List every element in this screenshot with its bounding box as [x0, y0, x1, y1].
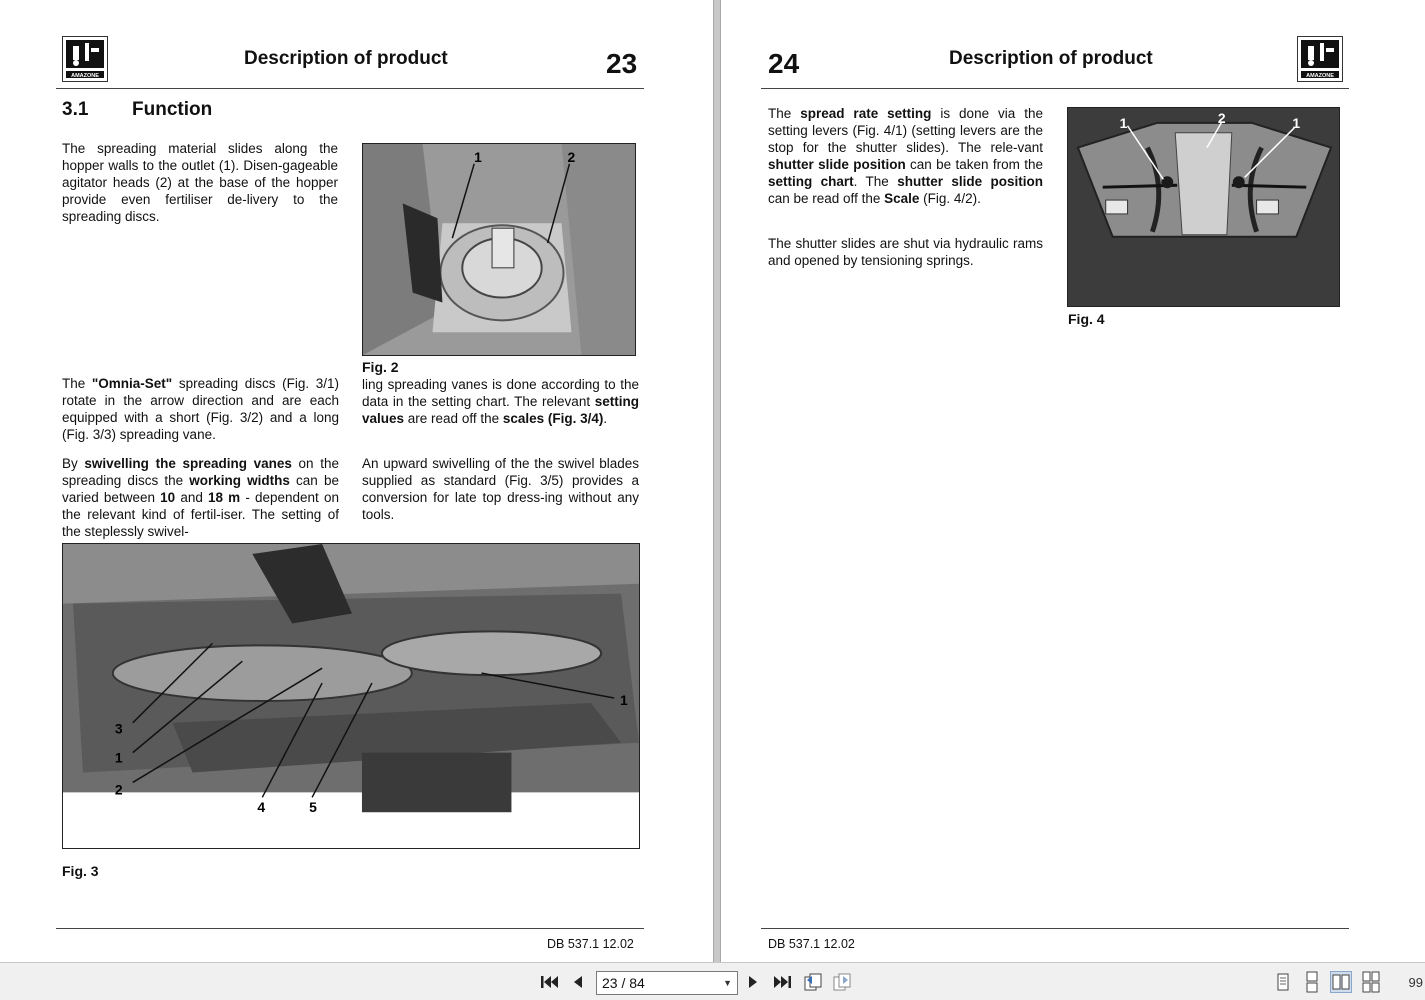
fig3-callout-1-left: 1 — [114, 749, 123, 766]
paragraph-shutter-slides: The shutter slides are shut via hydraulic rams and opened by tensioning springs. — [768, 236, 1043, 268]
fig3-callout-3: 3 — [114, 720, 123, 737]
fig3-callout-5: 5 — [309, 799, 317, 816]
svg-text:AMAZONE: AMAZONE — [1306, 73, 1334, 79]
page-number-field[interactable] — [596, 971, 738, 995]
figure-3-photo — [62, 543, 640, 849]
figure-4-photo — [1067, 107, 1340, 307]
two-page-continuous-view-icon[interactable] — [1360, 971, 1382, 993]
footer-rule — [761, 928, 1349, 929]
paragraph-omnia-set: The "Omnia-Set" spreading discs (Fig. 3/1) rotate in the arrow direction and are each equipped with a short (Fig. 3/2) and a long (Fig. 3/3) spreading vane. — [62, 376, 339, 442]
page-23 — [0, 0, 713, 962]
two-page-view-icon[interactable] — [1330, 971, 1352, 993]
section-number: 3.1 — [62, 99, 89, 120]
previous-page-icon[interactable] — [566, 970, 590, 994]
page-gutter — [713, 0, 721, 962]
fig3-callout-2: 2 — [114, 781, 123, 798]
single-page-view-icon[interactable] — [1272, 971, 1294, 993]
document-code: DB 537.1 12.02 — [768, 937, 855, 951]
go-forward-icon[interactable] — [830, 970, 854, 994]
continuous-view-icon[interactable] — [1301, 971, 1323, 993]
fig3-callout-4: 4 — [257, 799, 266, 816]
last-page-icon[interactable] — [770, 970, 794, 994]
amazone-logo — [1297, 36, 1343, 82]
paragraph-swivel-blades: An upward swivelling of the the swivel blades supplied as standard (Fig. 3/5) provides a conversion for late top dress-ing without any tools. — [362, 456, 639, 522]
figure-2-photo — [362, 143, 636, 356]
fig4-callout-1-right: 1 — [1292, 114, 1301, 131]
fig4-callout-2: 2 — [1217, 109, 1226, 126]
fig2-callout-2: 2 — [567, 148, 576, 165]
header-rule — [761, 88, 1349, 89]
page-number: 23 — [606, 48, 638, 79]
chevron-down-icon[interactable]: ▼ — [723, 978, 732, 988]
paragraph-setting-chart: ling spreading vanes is done according to the data in the setting chart. The relevant setting values are read off the scales (Fig. 3/4). — [362, 377, 639, 426]
fig4-callout-1-left: 1 — [1119, 114, 1128, 131]
footer-rule — [56, 928, 644, 929]
figure-3-caption: Fig. 3 — [62, 863, 99, 879]
next-page-icon[interactable] — [741, 970, 765, 994]
go-back-icon[interactable] — [801, 970, 825, 994]
page-header-title: Description of product — [949, 48, 1153, 69]
paragraph-spread-rate: The spread rate setting is done via the setting levers (Fig. 4/1) (setting levers are the stop for the shutter slides). The rele-vant shutter slide position can be taken from the setting chart. The shutter slide position can be read off the Scale (Fig. 4/2). — [768, 106, 1044, 206]
header-rule — [56, 88, 644, 89]
paragraph-hopper: The spreading material slides along the hopper walls to the outlet (1). Disen-gageable agitator heads (2) at the base of the hopper provide even fertiliser de-livery to the spreading discs. — [62, 141, 338, 224]
paragraph-swivel-vanes: By swivelling the spreading vanes on the spreading discs the working widths can be varied between 10 and 18 m - dependent on the relevant kind of fertil-iser. The setting of the steplessly swivel- — [62, 456, 339, 539]
fig2-callout-1: 1 — [474, 148, 482, 165]
figure-4-caption: Fig. 4 — [1068, 311, 1105, 327]
page-header-title: Description of product — [244, 48, 448, 69]
page-24 — [721, 0, 1425, 962]
zoom-level[interactable]: 99 — [1408, 975, 1423, 990]
fig3-callout-1-right: 1 — [620, 691, 628, 708]
first-page-icon[interactable] — [538, 970, 562, 994]
page-number: 24 — [768, 48, 800, 79]
page-number-value: 23 / 84 — [602, 975, 645, 991]
document-code: DB 537.1 12.02 — [547, 937, 634, 951]
figure-2-caption: Fig. 2 — [362, 359, 399, 375]
svg-text:AMAZONE: AMAZONE — [71, 73, 99, 79]
pdf-navigation-toolbar — [0, 962, 1425, 1000]
section-title: Function — [132, 99, 213, 120]
amazone-logo — [62, 36, 108, 82]
